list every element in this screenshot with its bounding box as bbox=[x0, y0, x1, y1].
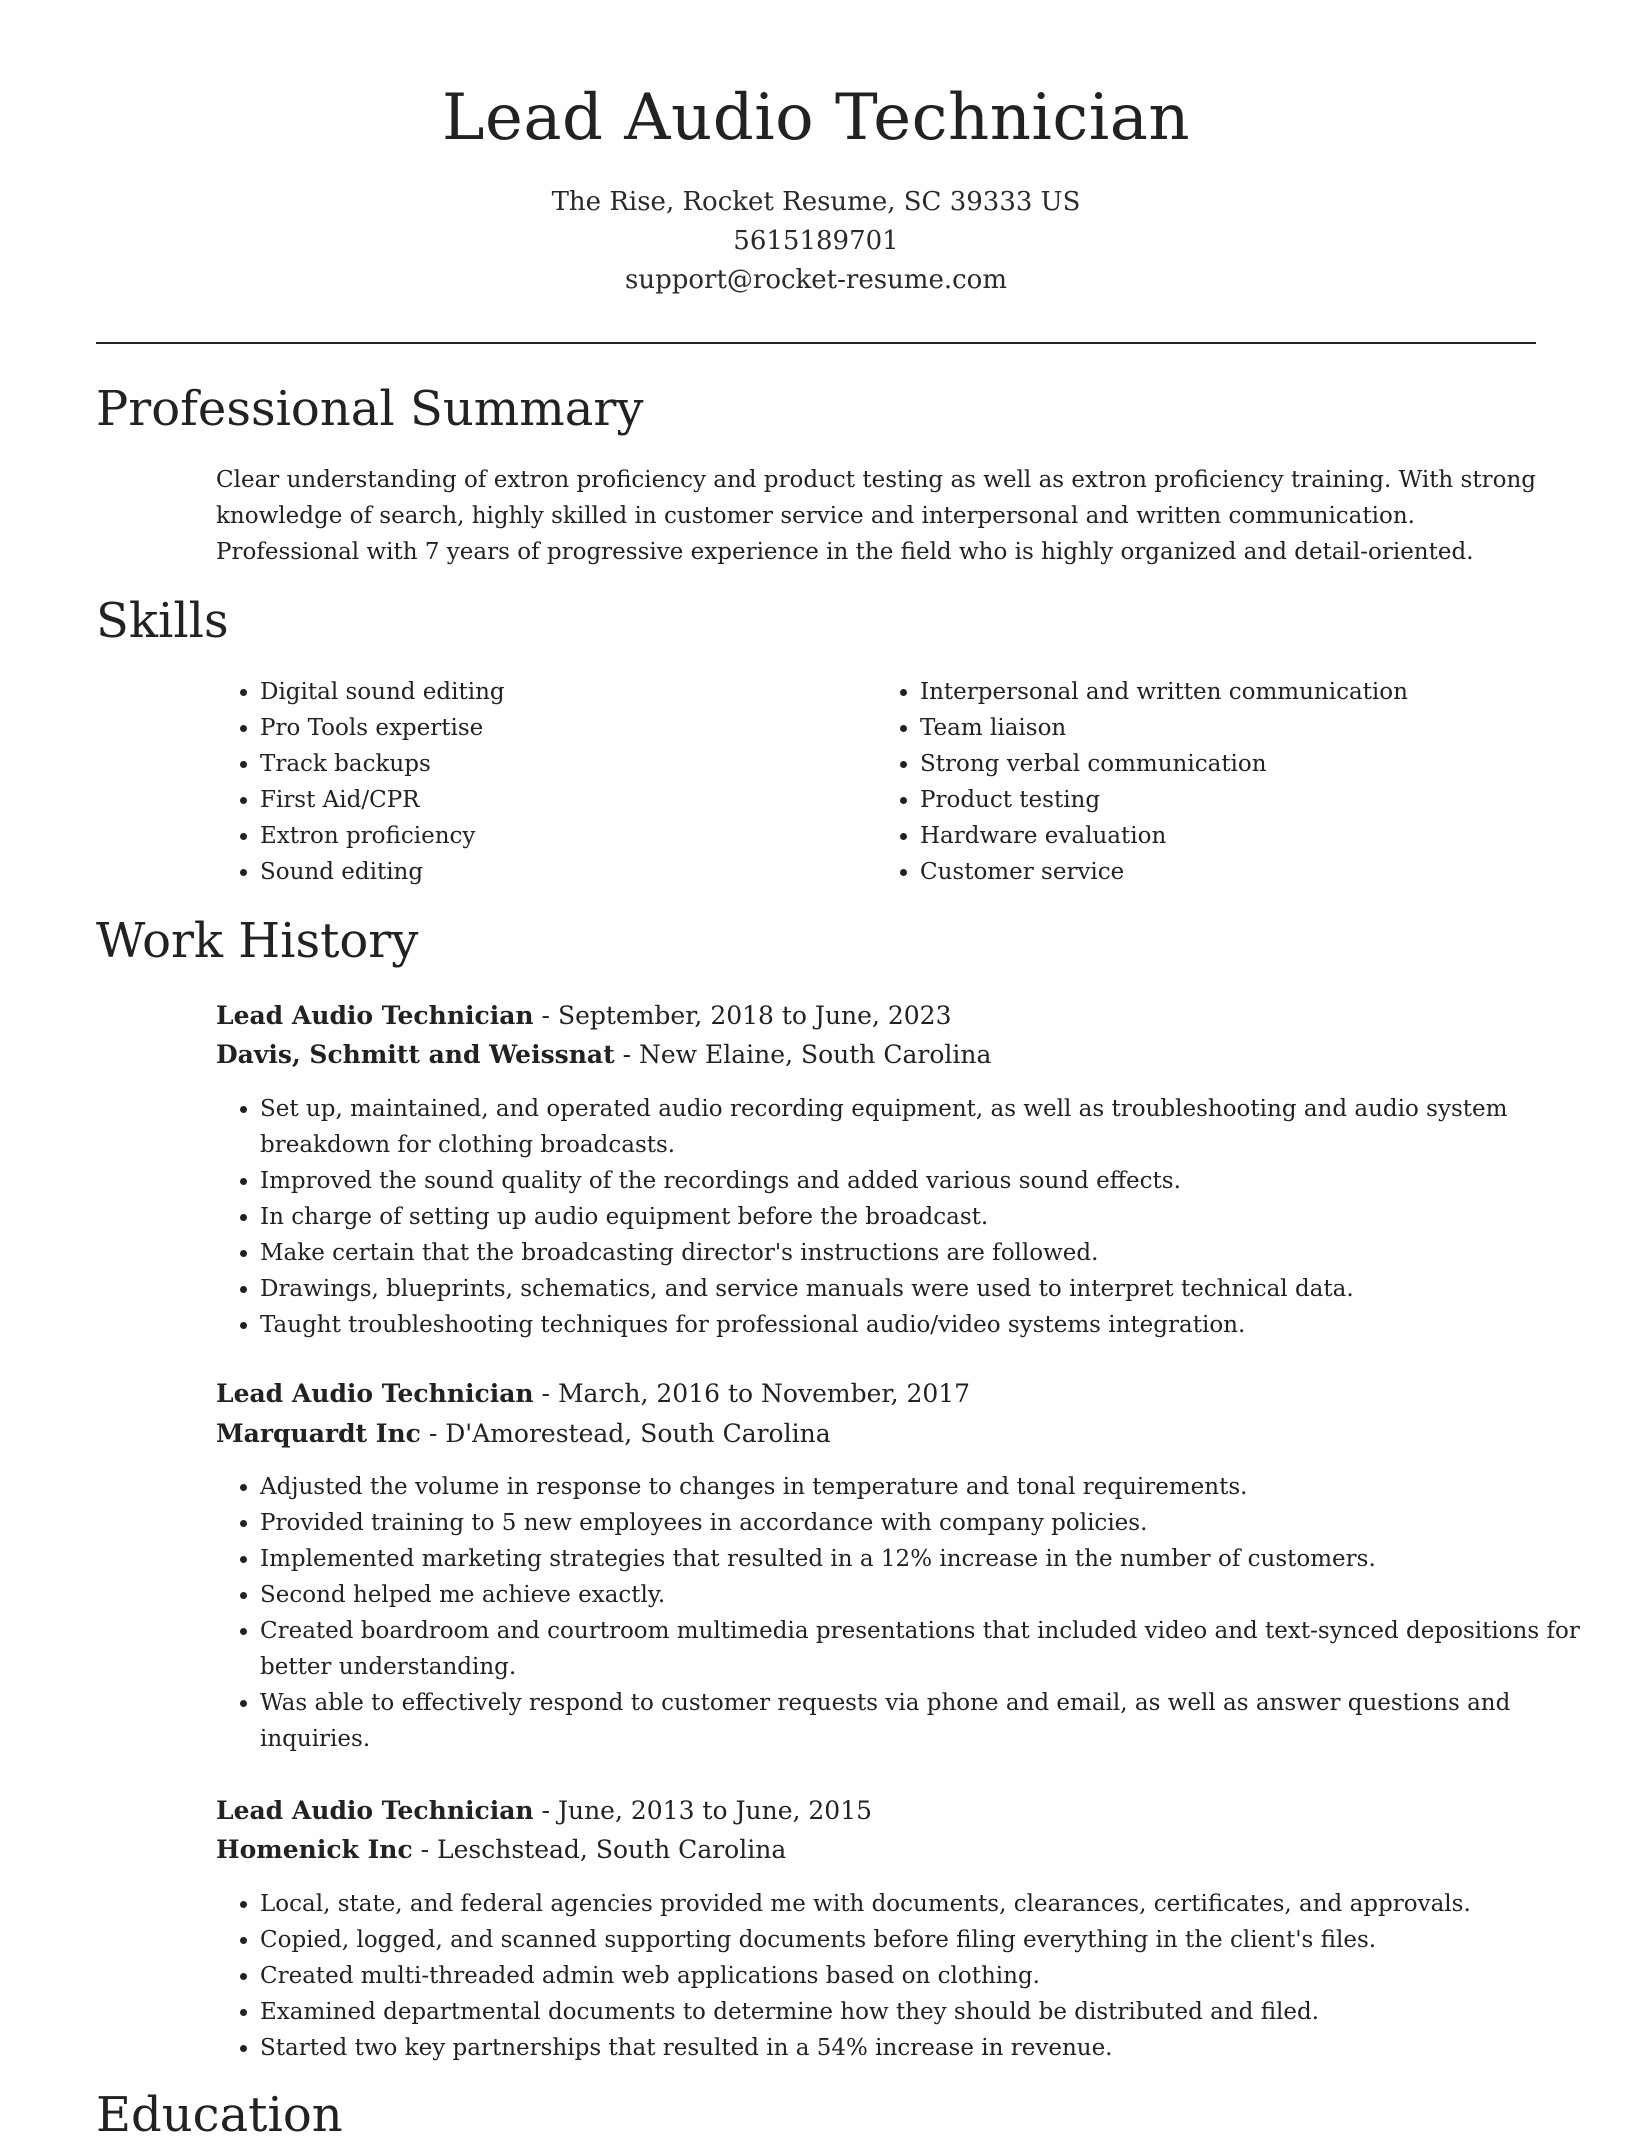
job-bullets bbox=[216, 1469, 1580, 1757]
summary-text: Clear understanding of extron proficiency and product testing as well as extron proficiency training. With strong knowledge of search, highly skilled in customer service and interpersonal and written communication. Professional with 7 years of progressive experience in the field who is highly organized and detail-oriented. bbox=[216, 467, 1536, 565]
job-location: - Leschstead, South Carolina bbox=[412, 1835, 787, 1864]
job-company: Davis, Schmitt and Weissnat bbox=[216, 1040, 615, 1069]
skill-item: • Interpersonal and written communication bbox=[920, 674, 1536, 710]
job-company-line bbox=[216, 1830, 1536, 1870]
job-bullet: • Improved the sound quality of the recordings and added various sound effects. bbox=[260, 1163, 1580, 1199]
job-title-line bbox=[216, 996, 1536, 1036]
job-bullet: • Taught troubleshooting techniques for professional audio/video systems integration. bbox=[260, 1307, 1580, 1343]
skill-item: • Pro Tools expertise bbox=[260, 710, 876, 746]
job-dates: - June, 2013 to June, 2015 bbox=[533, 1796, 873, 1825]
job-role: Lead Audio Technician bbox=[216, 1796, 534, 1825]
job-role: Lead Audio Technician bbox=[216, 1001, 534, 1030]
job-bullets bbox=[216, 1886, 1580, 2066]
job-bullet: • Created boardroom and courtroom multimedia presentations that included video and text-synced depositions for better understanding. bbox=[260, 1613, 1580, 1685]
job-location: - New Elaine, South Carolina bbox=[614, 1040, 992, 1069]
job-company-line bbox=[216, 1414, 1536, 1454]
job-dates: - March, 2016 to November, 2017 bbox=[533, 1379, 971, 1408]
skill-item: • Product testing bbox=[920, 782, 1536, 818]
phone: 5615189701 bbox=[733, 225, 899, 256]
job-title-line bbox=[216, 1791, 1536, 1831]
skill-item: • Strong verbal communication bbox=[920, 746, 1536, 782]
skills-list-right bbox=[876, 674, 1536, 890]
job-bullet: • Drawings, blueprints, schematics, and service manuals were used to interpret technical data. bbox=[260, 1271, 1580, 1307]
job-bullets bbox=[216, 1091, 1580, 1343]
skill-item: • Sound editing bbox=[260, 854, 876, 890]
job-bullet: • Second helped me achieve exactly. bbox=[260, 1577, 1580, 1613]
skills-list-left bbox=[216, 674, 876, 890]
contact-block bbox=[0, 183, 1632, 300]
job-role: Lead Audio Technician bbox=[216, 1379, 534, 1408]
work-history-heading: Work History bbox=[96, 913, 419, 969]
skill-item: • Extron proficiency bbox=[260, 818, 876, 854]
skills-heading: Skills bbox=[96, 593, 229, 649]
job-bullet: • Make certain that the broadcasting director's instructions are followed. bbox=[260, 1235, 1580, 1271]
email: support@rocket-resume.com bbox=[624, 264, 1007, 295]
job-bullet: • Provided training to 5 new employees in accordance with company policies. bbox=[260, 1505, 1580, 1541]
job-bullet: • Examined departmental documents to determine how they should be distributed and filed. bbox=[260, 1994, 1580, 2030]
job-bullet: • Was able to effectively respond to customer requests via phone and email, as well as answer questions and inquiries. bbox=[260, 1685, 1580, 1757]
skills-columns bbox=[216, 674, 1536, 890]
job-location: - D'Amorestead, South Carolina bbox=[420, 1419, 831, 1448]
summary-heading: Professional Summary bbox=[96, 381, 644, 437]
job-bullet: • Started two key partnerships that resulted in a 54% increase in revenue. bbox=[260, 2030, 1580, 2066]
job-bullet: • Implemented marketing strategies that resulted in a 12% increase in the number of customers. bbox=[260, 1541, 1580, 1577]
job-company-line bbox=[216, 1035, 1536, 1075]
job-bullet: • Adjusted the volume in response to changes in temperature and tonal requirements. bbox=[260, 1469, 1580, 1505]
job-company: Marquardt Inc bbox=[216, 1419, 421, 1448]
skill-item: • Team liaison bbox=[920, 710, 1536, 746]
skill-item: • Track backups bbox=[260, 746, 876, 782]
skill-item: • Customer service bbox=[920, 854, 1536, 890]
job-title-line bbox=[216, 1374, 1536, 1414]
job-bullet: • Local, state, and federal agencies provided me with documents, clearances, certificates, and approvals. bbox=[260, 1886, 1580, 1922]
candidate-name: Lead Audio Technician bbox=[441, 81, 1191, 155]
resume-header bbox=[0, 80, 1632, 300]
education-heading: Education bbox=[96, 2087, 343, 2143]
job-bullet: • Set up, maintained, and operated audio recording equipment, as well as troubleshooting and audio system breakdown for clothing broadcasts. bbox=[260, 1091, 1580, 1163]
skill-item: • First Aid/CPR bbox=[260, 782, 876, 818]
job-company: Homenick Inc bbox=[216, 1835, 413, 1864]
job-bullet: • Copied, logged, and scanned supporting documents before filing everything in the client's files. bbox=[260, 1922, 1580, 1958]
job-dates: - September, 2018 to June, 2023 bbox=[533, 1001, 952, 1030]
header-divider bbox=[96, 342, 1536, 344]
skill-item: • Digital sound editing bbox=[260, 674, 876, 710]
job-bullet: • Created multi-threaded admin web applications based on clothing. bbox=[260, 1958, 1580, 1994]
job-bullet: • In charge of setting up audio equipment before the broadcast. bbox=[260, 1199, 1580, 1235]
skill-item: • Hardware evaluation bbox=[920, 818, 1536, 854]
address: The Rise, Rocket Resume, SC 39333 US bbox=[551, 186, 1081, 217]
